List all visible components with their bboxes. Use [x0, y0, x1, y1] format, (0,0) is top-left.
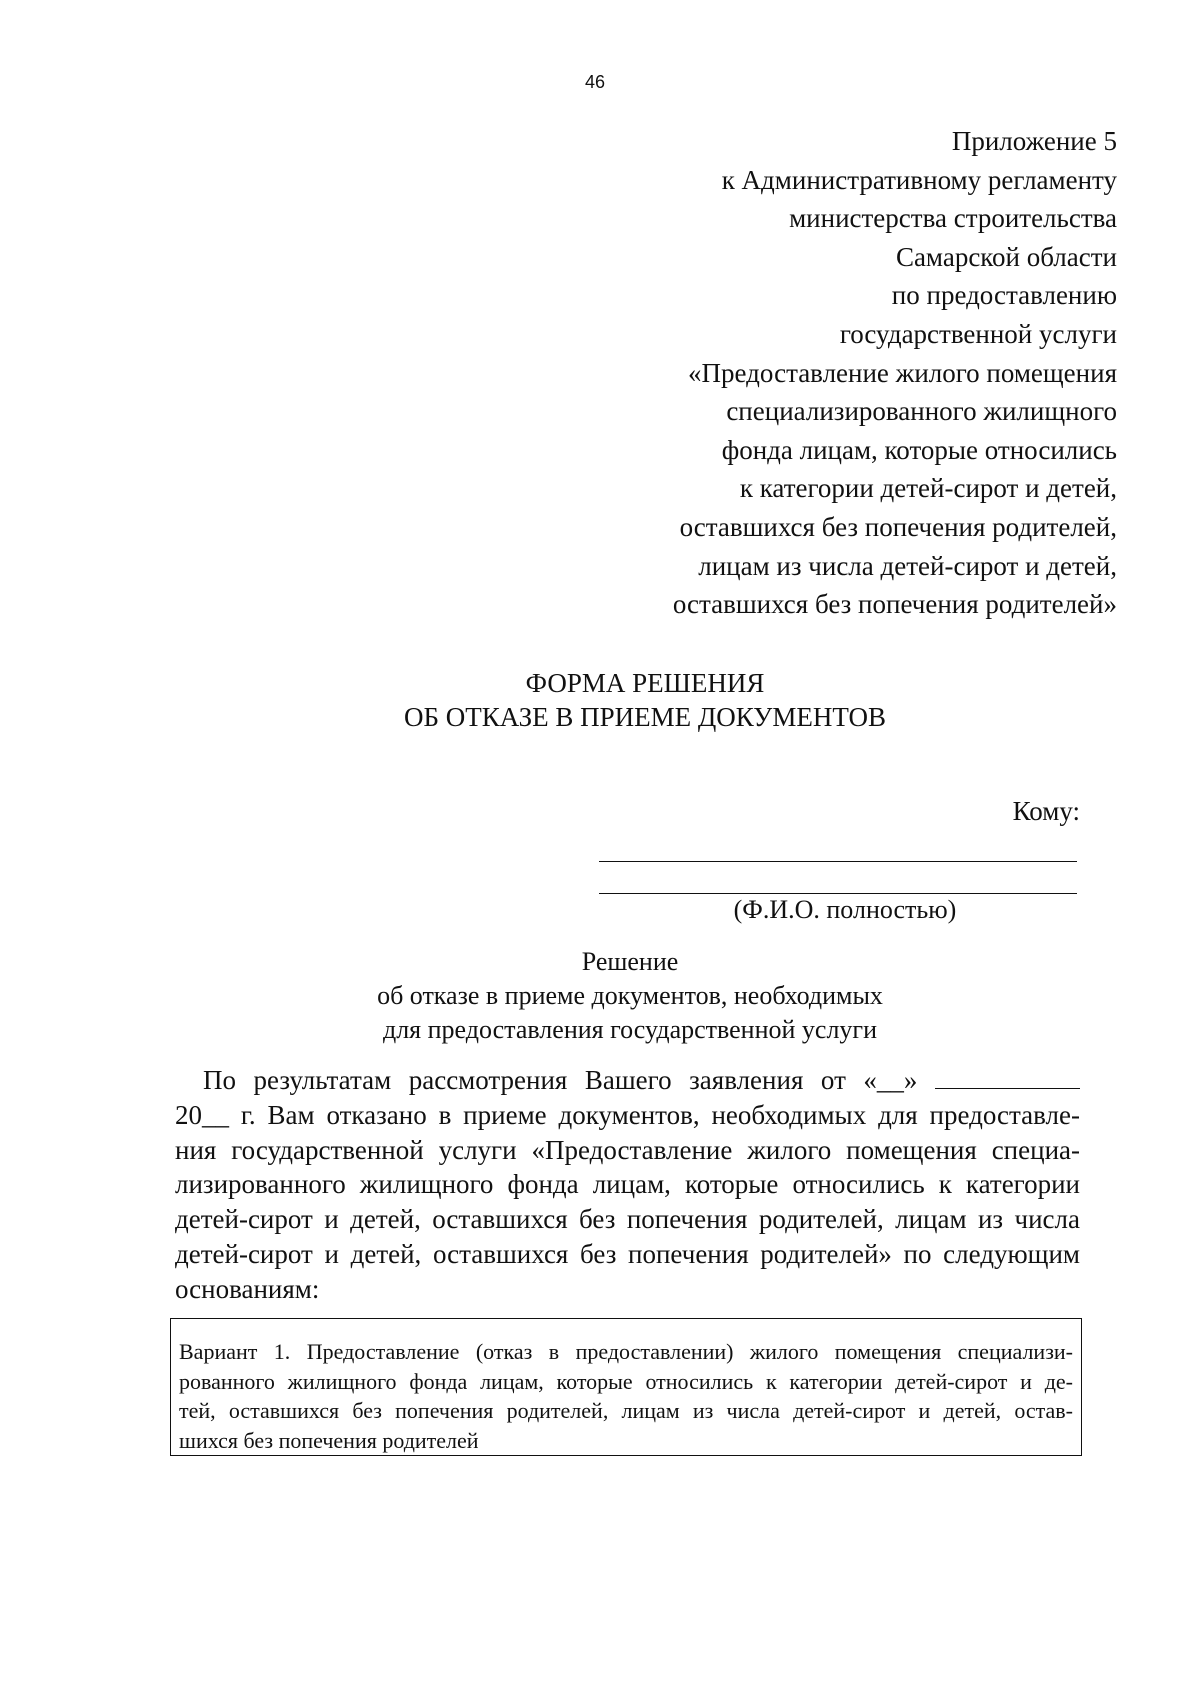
appendix-line: государственной услуги: [839, 318, 1117, 349]
decision-title-line: Решение: [581, 947, 679, 976]
page-number: 46: [584, 72, 606, 92]
body-line: [175, 1063, 1080, 1098]
form-title: [0, 666, 1200, 734]
body-line: детей-сирот и детей, оставшихся без попечения родителей, лицам из числа: [175, 1204, 1080, 1235]
recipient-fill-line[interactable]: [599, 861, 1077, 862]
date-blank-line[interactable]: [935, 1068, 1080, 1089]
variant-box: [170, 1318, 1082, 1456]
body-line: 20__ г. Вам отказано в приеме документов, необходимых для предоставле-: [175, 1099, 1080, 1130]
body-line: ния государственной услуги «Предоставление жилого помещения специа-: [175, 1134, 1080, 1165]
decision-title-line: об отказе в приеме документов, необходимых: [377, 981, 883, 1010]
appendix-line: лицам из числа детей-сирот и детей,: [698, 550, 1117, 581]
appendix-line: «Предоставление жилого помещения: [688, 357, 1117, 388]
appendix-line: специализированного жилищного: [726, 396, 1117, 427]
recipient-hint: (Ф.И.О. полностью): [733, 895, 957, 924]
variant-line: Вариант 1. Предоставление (отказ в предоставлении) жилого помещения специализи-: [179, 1339, 1073, 1364]
appendix-line: министерства строительства: [789, 203, 1117, 234]
body-line-text: По результатам рассмотрения Вашего заявления от «__»: [203, 1065, 918, 1095]
recipient-label: Кому:: [1012, 796, 1080, 826]
variant-line: шихся без попечения родителей: [179, 1427, 479, 1453]
body-line: детей-сирот и детей, оставшихся без попечения родителей» по следующим: [175, 1238, 1080, 1269]
appendix-line: Приложение 5: [951, 126, 1117, 156]
variant-line: рованного жилищного фонда лицам, которые относились к категории детей-сирот и де-: [179, 1368, 1073, 1394]
appendix-line: оставшихся без попечения родителей,: [679, 511, 1117, 542]
decision-body: [175, 1063, 1080, 1307]
appendix-line: оставшихся без попечения родителей»: [672, 589, 1117, 620]
decision-title: [316, 945, 944, 1047]
appendix-line: Самарской области: [895, 241, 1117, 272]
appendix-header: [673, 122, 1117, 624]
decision-title-line: для предоставления государственной услуги: [382, 1015, 878, 1044]
form-title-line: ОБ ОТКАЗЕ В ПРИЕМЕ ДОКУМЕНТОВ: [403, 702, 886, 732]
appendix-line: к категории детей-сирот и детей,: [739, 473, 1117, 504]
form-title-line: ФОРМА РЕШЕНИЯ: [525, 668, 765, 698]
appendix-line: фонда лицам, которые относились: [721, 434, 1117, 465]
appendix-line: по предоставлению: [891, 280, 1117, 311]
appendix-line: к Административному регламенту: [721, 164, 1117, 195]
body-line: лизированного жилищного фонда лицам, которые относились к категории: [175, 1169, 1080, 1200]
body-line: основаниям:: [175, 1273, 320, 1304]
variant-line: тей, оставшихся без попечения родителей, лицам из числа детей-сирот и детей, остав-: [179, 1398, 1073, 1423]
